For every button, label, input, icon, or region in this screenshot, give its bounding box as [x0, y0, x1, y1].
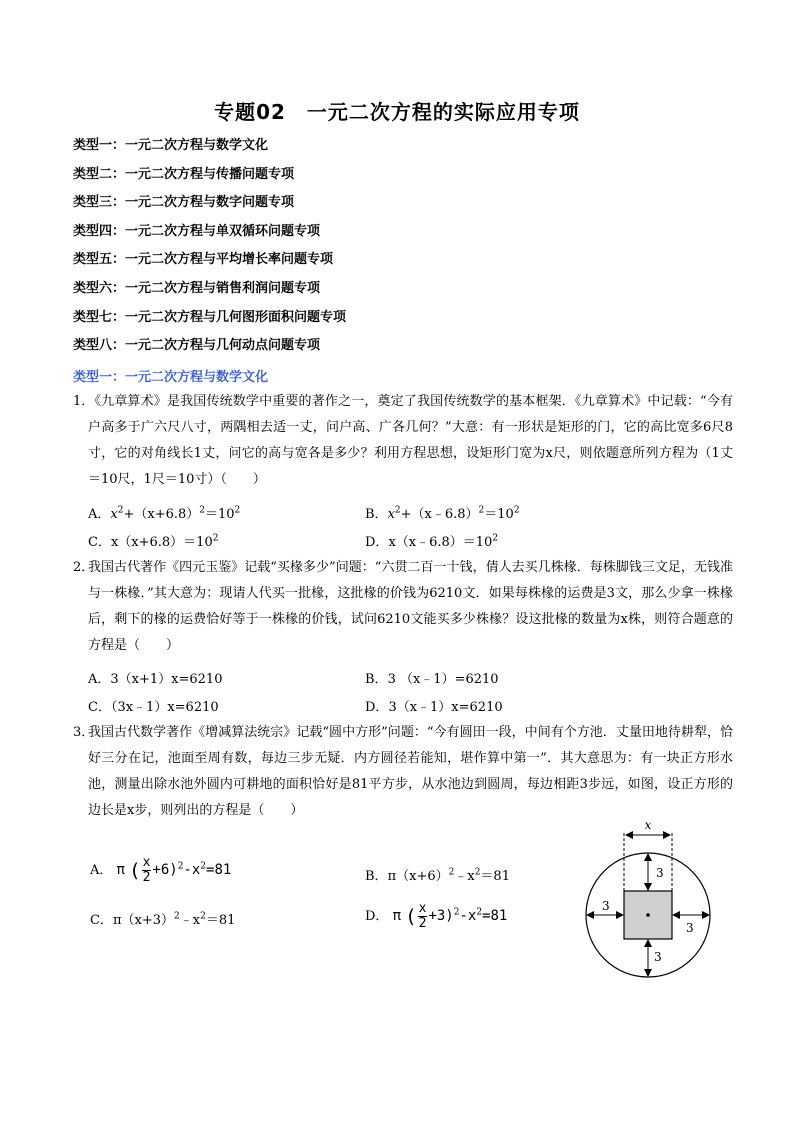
- question-text: 我国古代数学著作《增减算法统宗》记载“圆中方形”问题：“今有圆田一段，中间有个方池．丈量田地待耕犁，恰好三分在记，池面至周有数，每边三步无疑．内方圆径若能知，堪作算中第一”．其大意思为：有一块正方形水池，测量出除水池外圆内可耕地的面积恰好是81平方步，从水池边到圆周，每边相距3步远，如图，设正方形的边长是x步，则列出的方程是（ ）: [88, 725, 733, 818]
- fraction: $\frac{x}{2}$: [142, 855, 151, 885]
- q2-option-b[interactable]: B．3 （x﹣1）=6210: [365, 672, 499, 687]
- q1-option-a[interactable]: A．$x^2+(x+6.8)^2=10^2$: [88, 505, 241, 522]
- question-number: 3．: [73, 725, 95, 740]
- question-text: 我国古代著作《四元玉鉴》记载“买椽多少”问题：“六贯二百一十钱，倩人去买几株椽．每株脚钱三文足，无钱准与一株椽．”其大意为：现请人代买一批椽，这批椽的价钱为6210文．如果每株椽的运费是3文，那么少拿一株椽后，剩下的椽的运费恰好等于一株椽的价钱，试问6210文能买多少株椽？设这批椽的数量为x株，则符合题意的方程是（ ）: [88, 560, 733, 653]
- page-title: 专题02 一元二次方程的实际应用专项: [214, 100, 580, 124]
- q1-option-b[interactable]: B．$x^2+(x﹣6.8)^2=10^2$: [365, 505, 520, 522]
- type-item-1: 类型一：一元二次方程与数学文化: [73, 138, 269, 153]
- center-point: [646, 913, 650, 917]
- question-2: [73, 555, 733, 659]
- type-item-2: 类型二：一元二次方程与传播问题专项: [73, 166, 295, 182]
- right-distance-label: 3: [686, 921, 694, 935]
- question-number: 1．: [73, 394, 95, 409]
- q2-option-c[interactable]: C．（3x﹣1）x=6210: [88, 700, 219, 715]
- q3-option-b[interactable]: B．$\pi(x+6)^2﹣x^2=81$: [365, 867, 510, 884]
- bottom-distance-label: 3: [654, 950, 662, 964]
- q3-option-c[interactable]: C．$\pi(x+3)^2﹣x^2=81$: [90, 911, 236, 928]
- q2-option-d[interactable]: D．3（x﹣1）x=6210: [365, 700, 503, 715]
- type-item-4: 类型四：一元二次方程与单双循环问题专项: [73, 223, 321, 239]
- type-item-6: 类型六：一元二次方程与销售利润问题专项: [73, 280, 321, 296]
- type-item-7: 类型七：一元二次方程与几何图形面积问题专项: [73, 309, 347, 325]
- type-item-3: 类型三：一元二次方程与数字问题专项: [73, 195, 295, 211]
- section-heading: 类型一：一元二次方程与数学文化: [73, 370, 269, 385]
- circle-square-figure: [580, 815, 730, 985]
- question-text: 《九章算术》是我国传统数学中重要的著作之一，奠定了我国传统数学的基本框架．《九章算术》中记载：“今有户高多于广六尺八寸，两隅相去适一丈，问户高、广各几何？”大意：有一形状是矩形的门，它的高比宽多6尺8寸，它的对角线长1丈，问它的高与宽各是多少？利用方程思想，设矩形门宽为x尺，则依题意所列方程为（1丈＝10尺，1尺＝10寸）（ ）: [88, 394, 733, 487]
- q3-option-d[interactable]: D． π ( $\frac{x}{2}$ $+3)^2-x^2=81$: [365, 901, 508, 931]
- question-3: [73, 720, 733, 824]
- q2-option-a[interactable]: A．3（x+1）x=6210: [88, 672, 223, 687]
- type-list: [73, 137, 346, 366]
- left-distance-label: 3: [602, 899, 610, 913]
- type-item-5: 类型五：一元二次方程与平均增长率问题专项: [73, 252, 334, 268]
- question-number: 2．: [73, 560, 95, 575]
- q3-option-a[interactable]: A． π ( $\frac{x}{2}$ $+6)^2-x^2=81$: [90, 855, 232, 885]
- type-item-8: 类型八：一元二次方程与几何动点问题专项: [73, 338, 321, 354]
- width-label: x: [644, 818, 652, 832]
- q1-option-d[interactable]: D．$x(x﹣6.8)=10^2$: [365, 533, 499, 550]
- fraction: $\frac{x}{2}$: [418, 901, 427, 931]
- top-distance-label: 3: [656, 866, 664, 880]
- question-1: [73, 389, 733, 493]
- q1-option-c[interactable]: C．$x(x+6.8)=10^2$: [88, 533, 219, 550]
